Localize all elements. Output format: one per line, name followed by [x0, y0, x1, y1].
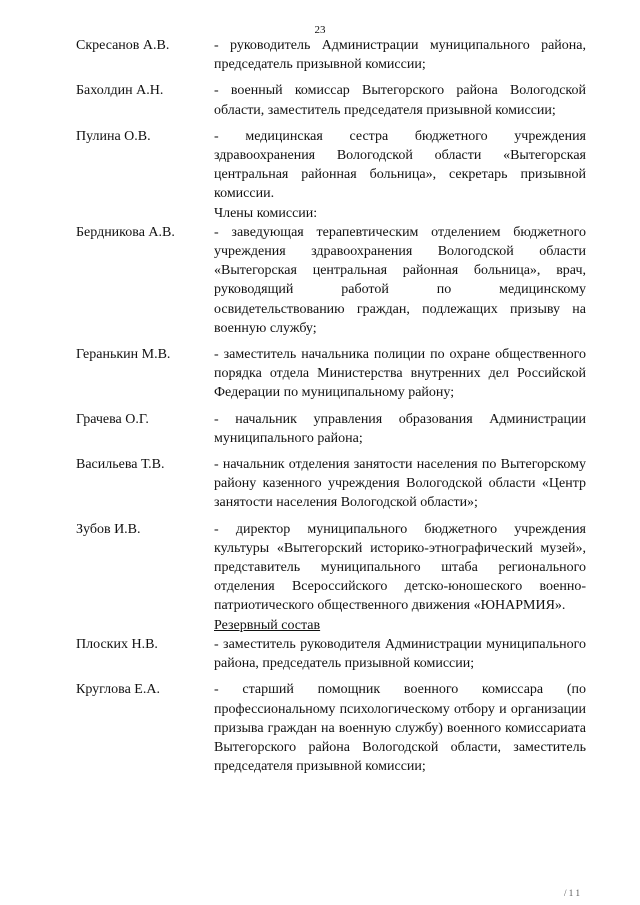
member-row [76, 81, 586, 119]
commission-roster [76, 36, 586, 776]
member-row [76, 36, 586, 74]
member-name: Зубов И.В. [76, 521, 141, 537]
member-name: Бердникова А.В. [76, 224, 175, 240]
member-row [76, 223, 586, 338]
member-row [76, 635, 586, 673]
member-name: Васильева Т.В. [76, 457, 165, 473]
member-row [76, 455, 586, 513]
member-role: - медицинская сестра бюджетного учреждения здравоохранения Вологодской области «Вытегорская центральная районная больница», секретарь призывной комиссии. [214, 128, 586, 202]
page-number: 23 [314, 24, 326, 36]
members-heading: Члены комиссии: [214, 205, 318, 221]
member-name: Грачева О.Г. [76, 411, 149, 427]
member-role: - начальник отделения занятости населения по Вытегорскому району казенного учреждения Вологодской области «Центр занятости населения Вологодской области»; [214, 457, 586, 511]
member-role: - заместитель руководителя Администрации муниципального района, председатель призывной комиссии; [214, 636, 586, 672]
member-row [76, 520, 586, 616]
member-name: Скресанов А.В. [76, 38, 170, 53]
member-role: - военный комиссар Вытегорского района Вологодской области, заместитель председателя призывной комиссии; [214, 83, 586, 118]
corner-mark: / 1 1 [563, 888, 580, 898]
member-name: Плоских Н.В. [76, 636, 158, 652]
member-role: - заместитель начальника полиции по охране общественного порядка отдела Министерства внутренних дел Российской Федерации по муниципальному району; [214, 347, 586, 401]
member-name: Геранькин М.В. [76, 347, 171, 363]
member-role: - заведующая терапевтическим отделением бюджетного учреждения здравоохранения Вологодской области «Вытегорская центральная районная больница», врач, руководящий работой по медицинскому освидетельствованию граждан, подлежащих призыву на военную службу; [214, 224, 586, 336]
member-name: Бахолдин А.Н. [76, 83, 164, 99]
member-name: Пулина О.В. [76, 128, 151, 144]
member-row [76, 680, 586, 776]
member-row [76, 410, 586, 448]
member-row [76, 345, 586, 403]
member-role: - руководитель Администрации муниципального района, председатель призывной комиссии; [214, 38, 586, 73]
reserve-heading: Резервный состав [214, 617, 321, 633]
member-role: - директор муниципального бюджетного учреждения культуры «Вытегорский историко-этнографический музей», представитель муниципального штаба регионального отделения Всероссийского детско-юношеского военно-патриотического общественного движения «ЮНАРМИЯ». [214, 521, 586, 614]
member-role: - начальник управления образования Администрации муниципального района; [214, 411, 586, 446]
member-name: Круглова Е.А. [76, 682, 160, 698]
member-row [76, 127, 586, 204]
member-role: - старший помощник военного комиссара (по профессиональному психологическому отбору и организации призыва граждан на военную службу) военного комиссариата Вытегорского района Вологодской области, заместитель председателя призывной комиссии; [214, 682, 586, 775]
